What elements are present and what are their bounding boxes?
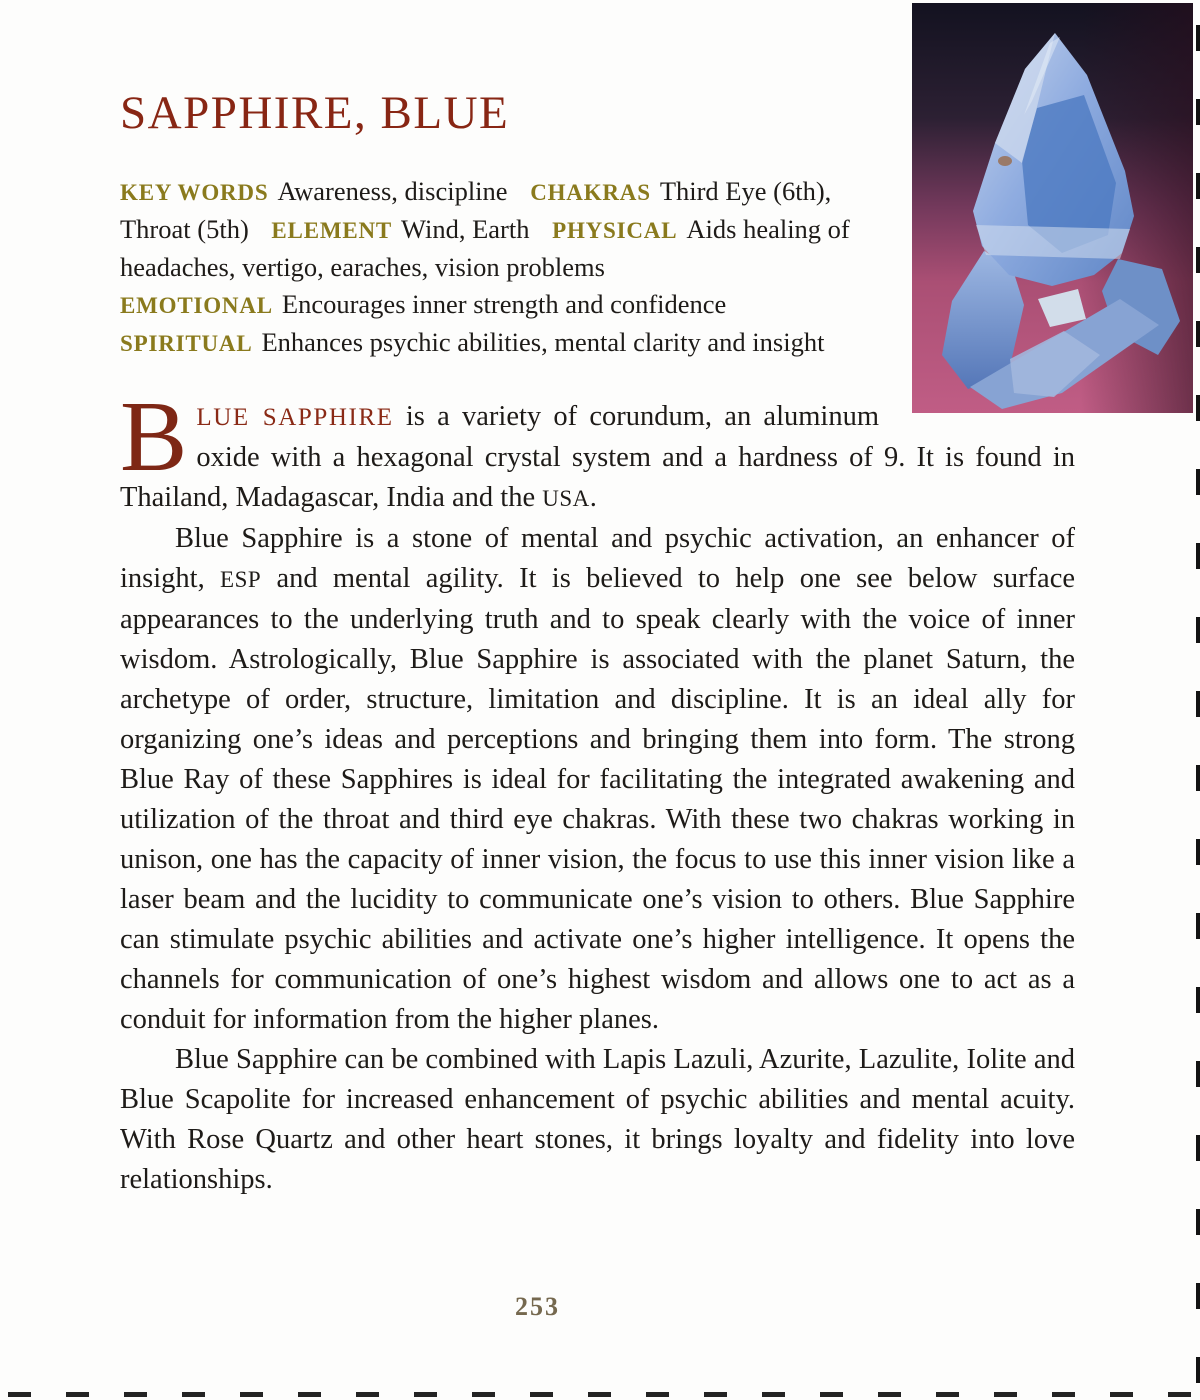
acronym-usa: USA (542, 486, 590, 511)
paragraph-text: is a variety of corundum, an aluminum oxide with a hexagonal crystal system and a hardness of 9. It is found in Thailand, Madagascar, India and the (120, 401, 1075, 513)
property-value: Third Eye (6th), Throat (5th) (120, 176, 832, 244)
paragraph-intro (120, 380, 1075, 519)
paragraph-combinations: Blue Sapphire can be combined with Lapis Lazuli, Azurite, Lazulite, Iolite and Blue Scapolite for increased enhancement of psychic abilities and mental acuity. With Rose Quartz and other heart stones, it brings loyalty and fidelity into love relationships. (120, 1044, 1075, 1195)
property-label: SPIRITUAL (120, 331, 253, 356)
property-label: PHYSICAL (552, 218, 678, 243)
properties-block (120, 173, 908, 362)
property-label: ELEMENT (271, 218, 393, 243)
lead-small-caps: LUE SAPPHIRE (196, 404, 394, 431)
property-value: Aids healing of headaches, vertigo, earaches, vision problems (120, 214, 850, 282)
page-title: SAPPHIRE, BLUE (120, 87, 510, 139)
paragraph-text: . (589, 482, 597, 513)
drop-cap: B (120, 380, 188, 492)
property-element (271, 214, 529, 244)
page-number: 253 (515, 1292, 560, 1321)
page-edge-marks-bottom (8, 1392, 1200, 1397)
property-value: Wind, Earth (401, 214, 530, 244)
acronym-esp: ESP (220, 567, 262, 592)
property-value: Awareness, discipline (277, 176, 508, 206)
property-spiritual (120, 327, 824, 357)
photo-wrap-spacer (879, 397, 1075, 413)
property-label: EMOTIONAL (120, 293, 273, 318)
property-value: Encourages inner strength and confidence (281, 289, 727, 319)
property-value: Enhances psychic abilities, mental clarity and insight (261, 327, 825, 357)
paragraph-text: Blue Sapphire is a stone of mental and psychic activation, an enhancer of insight, (120, 523, 1075, 594)
property-label: KEY WORDS (120, 180, 269, 205)
article-body (120, 380, 1075, 1200)
page-edge-marks-right (1196, 25, 1200, 1400)
text-column (120, 0, 1075, 1200)
paragraph-description (120, 519, 1075, 1040)
paragraph-text: and mental agility. It is believed to help one see below surface appearances to the underlying truth and to speak clearly with the voice of inner wisdom. Astrologically, Blue Sapphire is associated with the planet Saturn, the archetype of order, structure, limitation and discipline. It is an ideal ally for organizing one’s ideas and perceptions and bringing them into form. The strong Blue Ray of these Sapphires is ideal for facilitating the integrated awakening and utilization of the throat and third eye chakras. With these two chakras working in unison, one has the capacity of inner vision, the focus to use this inner vision like a laser beam and the lucidity to communicate one’s vision to others. Blue Sapphire can stimulate psychic abilities and activate one’s higher intelligence. It opens the channels for communication of one’s highest wisdom and allows one to act as a conduit for information from the higher planes. (120, 563, 1075, 1035)
property-key-words (120, 176, 508, 206)
property-label: CHAKRAS (530, 180, 651, 205)
property-emotional (120, 289, 726, 319)
